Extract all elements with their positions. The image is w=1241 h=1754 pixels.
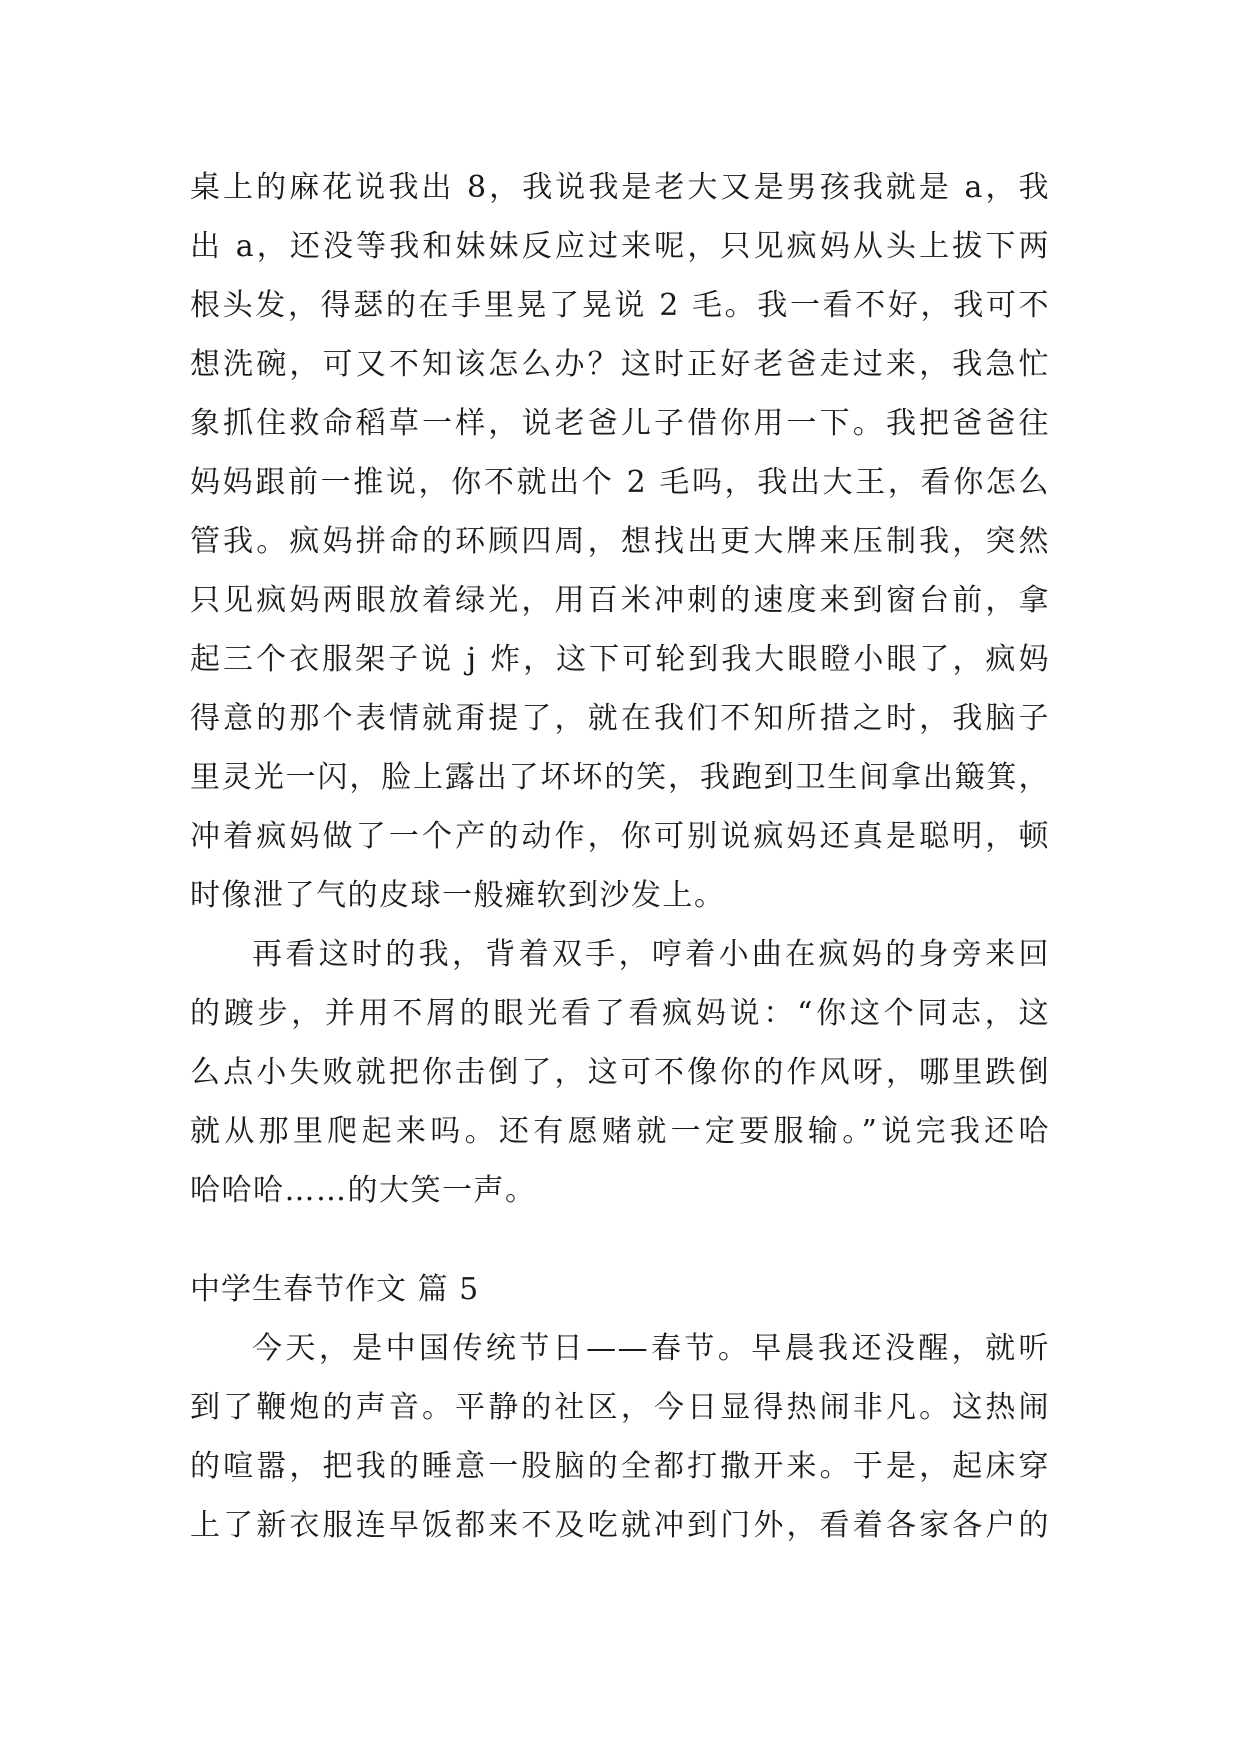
paragraph-1-line: 象抓住救命稻草一样，说老爸儿子借你用一下。我把爸爸往 <box>190 406 1050 441</box>
paragraph-2-line: 么点小失败就把你击倒了，这可不像你的作风呀，哪里跌倒 <box>190 1055 1050 1090</box>
paragraph-3-line: 今天，是中国传统节日——春节。早晨我还没醒，就听 <box>252 1331 1050 1366</box>
paragraph-1-line: 妈妈跟前一推说，你不就出个 2 毛吗，我出大王，看你怎么 <box>190 465 1050 500</box>
paragraph-1-line: 冲着疯妈做了一个产的动作，你可别说疯妈还真是聪明，顿 <box>190 819 1050 854</box>
paragraph-1-line: 时像泄了气的皮球一般瘫软到沙发上。 <box>190 878 726 913</box>
paragraph-1-line: 桌上的麻花说我出 8，我说我是老大又是男孩我就是 a，我 <box>190 170 1050 205</box>
paragraph-1-line: 得意的那个表情就甭提了，就在我们不知所措之时，我脑子 <box>190 701 1050 736</box>
paragraph-1-line: 想洗碗，可又不知该怎么办？这时正好老爸走过来，我急忙 <box>190 347 1050 382</box>
paragraph-3-line: 上了新衣服连早饭都来不及吃就冲到门外，看着各家各户的 <box>190 1508 1050 1543</box>
paragraph-1-line: 起三个衣服架子说 j 炸，这下可轮到我大眼瞪小眼了，疯妈 <box>190 642 1050 677</box>
paragraph-1-line: 管我。疯妈拼命的环顾四周，想找出更大牌来压制我，突然 <box>190 524 1050 559</box>
paragraph-1-line: 根头发，得瑟的在手里晃了晃说 2 毛。我一看不好，我可不 <box>190 288 1050 323</box>
paragraph-2-line: 哈哈哈……的大笑一声。 <box>190 1173 537 1208</box>
section-heading: 中学生春节作文 篇 5 <box>190 1272 480 1307</box>
paragraph-1-line: 出 a，还没等我和妹妹反应过来呢，只见疯妈从头上拔下两 <box>190 229 1050 264</box>
paragraph-2-line: 再看这时的我，背着双手，哼着小曲在疯妈的身旁来回 <box>252 937 1050 972</box>
paragraph-3-line: 到了鞭炮的声音。平静的社区，今日显得热闹非凡。这热闹 <box>190 1390 1050 1425</box>
paragraph-1-line: 只见疯妈两眼放着绿光，用百米冲刺的速度来到窗台前，拿 <box>190 583 1050 618</box>
paragraph-1-line: 里灵光一闪，脸上露出了坏坏的笑，我跑到卫生间拿出簸箕， <box>190 760 1050 795</box>
paragraph-3-line: 的喧嚣，把我的睡意一股脑的全都打撒开来。于是，起床穿 <box>190 1449 1050 1484</box>
paragraph-2-line: 的踱步，并用不屑的眼光看了看疯妈说：“你这个同志，这 <box>190 996 1050 1031</box>
paragraph-2-line: 就从那里爬起来吗。还有愿赌就一定要服输。”说完我还哈 <box>190 1114 1050 1149</box>
